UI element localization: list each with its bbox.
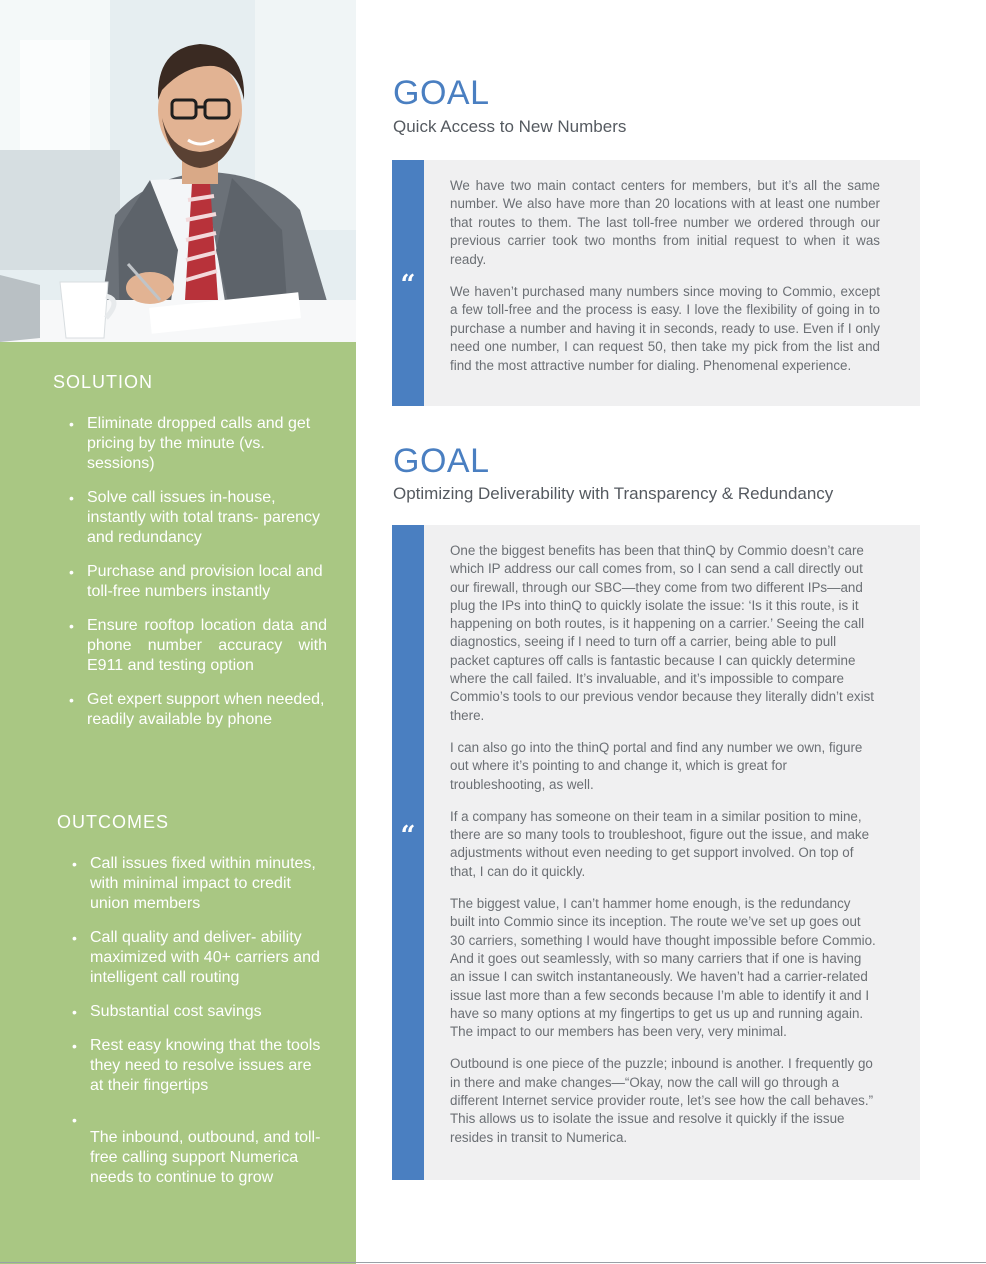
list-item: • Rest easy knowing that the tools they need to resolve issues are at their fingertips <box>90 1036 322 1096</box>
goal-1-subtitle: Quick Access to New Numbers <box>393 117 627 136</box>
businessman-photo <box>0 0 356 342</box>
outcomes-heading: OUTCOMES <box>57 812 170 832</box>
page-bottom-rule <box>0 1262 986 1263</box>
list-item: • Get expert support when needed, readily available by phone <box>87 690 327 730</box>
quote-accent-bar <box>392 525 424 1180</box>
quote-paragraph: We haven’t purchased many numbers since moving to Commio, except a few toll-free and the process is easy. I love the flexibility of going in to purchase a number and having it in seconds, ready to use. Even if I only need one number, I can request 50, then take my pick from the list and find the most attractive number for dialing. Phenomenal experience. <box>450 284 880 373</box>
businessman-illustration <box>0 0 356 342</box>
sidebar <box>0 342 356 1264</box>
quote-icon: “ <box>400 821 416 851</box>
outcomes-list <box>90 854 322 1202</box>
goal-1-heading: GOAL <box>393 74 490 112</box>
goal-2-quote-text <box>450 542 878 1161</box>
quote-paragraph: I can also go into the thinQ portal and find any number we own, figure out where it’s pointing to and change it, which is great for troubleshooting, as well. <box>450 739 863 792</box>
solution-heading: SOLUTION <box>53 372 154 392</box>
list-item: • Solve call issues in-house, instantly with total trans- parency and redundancy <box>87 488 327 548</box>
quote-paragraph: We have two main contact centers for members, but it’s all the same number. We also have more than 20 locations with at least one number that routes to them. The last toll-free number we ordered through our previous carrier took two months from initial request to when it was ready. <box>450 178 880 267</box>
quote-paragraph: If a company has someone on their team in a similar position to mine, there are so many tools to troubleshoot, figure out the issue, and make adjustments without even needing to get support involved. On top of that, I can do it quickly. <box>450 808 870 879</box>
list-item: • Substantial cost savings <box>90 1002 322 1022</box>
list-item: • Call issues fixed within minutes, with minimal impact to credit union members <box>90 854 322 914</box>
goal-2-subtitle: Optimizing Deliverability with Transparency & Redundancy <box>393 484 834 503</box>
quote-icon: “ <box>400 270 416 300</box>
list-item: • Ensure rooftop location data and phone number accuracy with E911 and testing option <box>87 616 327 676</box>
goal-2-heading: GOAL <box>393 442 490 480</box>
list-item: • Eliminate dropped calls and get pricing by the minute (vs. sessions) <box>87 414 327 474</box>
list-item: • The inbound, outbound, and toll-free calling support Numerica needs to continue to grow <box>90 1110 322 1188</box>
goal-1-quote-text <box>450 177 880 389</box>
goal-2-quote <box>392 525 920 1180</box>
goal-1-quote <box>392 160 920 406</box>
list-item: • Purchase and provision local and toll-free numbers instantly <box>87 562 327 602</box>
solution-list <box>87 414 327 744</box>
quote-paragraph: The biggest value, I can’t hammer home enough, is the redundancy built into Commio since its inception. The route we’ve set up goes out 30 carriers, something I would have thought impossible before Commio. And it goes out seamlessly, with so many carriers that if one is having an issue I can switch instantaneously. We haven’t had a carrier-related issue last more than a few seconds because I’m able to identify it and I have so many options at my fingertips to get us up and running again. The impact to our members has been very, very minimal. <box>450 896 876 1040</box>
quote-paragraph: Outbound is one piece of the puzzle; inbound is another. I frequently go in there and make changes—“Okay, now the call will go through a different Internet service provider route, let’s see how the call behaves.” This allows us to isolate the issue and resolve it quickly if the issue resides in transit to Numerica. <box>450 1056 874 1145</box>
quote-paragraph: One the biggest benefits has been that thinQ by Commio doesn’t care which IP address our call comes from, so I can send a call directly out our firewall, through our SBC—they come from two different IPs—and plug the IPs into thinQ to quickly isolate the issue: ‘Is it this route, is it happening on both routes, is it happening on a carrier.’ Seeing the call diagnostics, seeing if I need to turn off a carrier, being able to pull packet captures off calls is fantastic because I can quickly determine where the call failed. It’s invaluable, and it’s impossible to compare Commio’s tools to our previous vendor because they literally didn’t exist there. <box>450 543 874 723</box>
list-item: • Call quality and deliver- ability maximized with 40+ carriers and intelligent call routing <box>90 928 322 988</box>
